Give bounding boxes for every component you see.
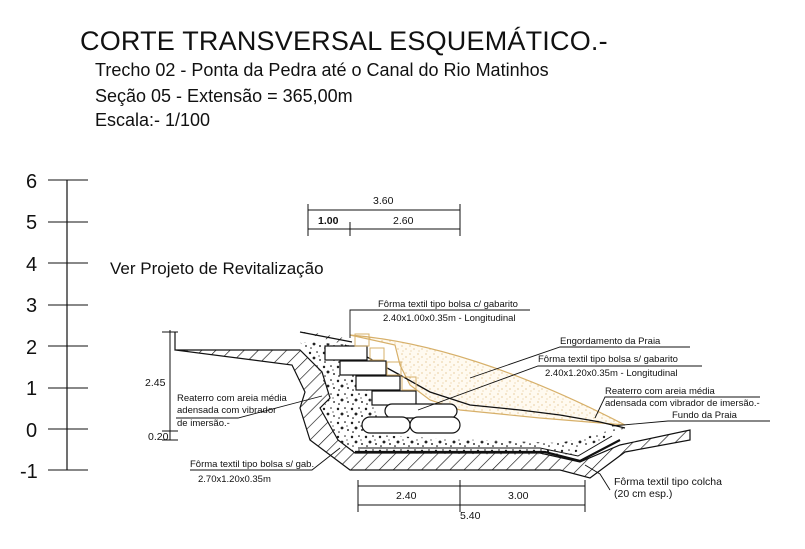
label-reaterro-right: Reaterro com areia média: [605, 386, 715, 397]
dim-bottom-left: 2.40: [396, 490, 417, 502]
scale-tick-label: 0: [26, 420, 38, 442]
dim-total-top: 3.60: [373, 195, 394, 207]
scale-tick-label: 6: [26, 171, 38, 193]
dim-bottom-thickness: 0.20: [148, 431, 169, 443]
top-dimension: [308, 195, 460, 236]
bottom-dimension: [358, 480, 585, 512]
label-bolsa-gabarito-dims: 2.40x1.00x0.35m - Longitudinal: [383, 313, 516, 324]
label-fundo-praia: Fundo da Praia: [672, 410, 737, 421]
scale-tick-label: 1: [26, 378, 38, 400]
label-colcha: Fôrma textil tipo colcha: [614, 476, 722, 488]
note-revitalizacao: Ver Projeto de Revitalização: [110, 259, 324, 278]
page-title: CORTE TRANSVERSAL ESQUEMÁTICO.-: [80, 26, 608, 56]
label-bolsa-sgab-dims: 2.70x1.20x0.35m: [198, 474, 271, 485]
label-reaterro-left-2: adensada com vibrador: [177, 405, 277, 416]
dim-height: 2.45: [145, 377, 166, 389]
label-reaterro-left: Reaterro com areia média: [177, 393, 287, 404]
label-bolsa-sem-gabarito: Fôrma textil tipo bolsa s/ gabarito: [538, 354, 678, 365]
subtitle-escala: Escala:- 1/100: [95, 110, 211, 130]
subtitle-trecho: Trecho 02 - Ponta da Pedra até o Canal do Rio Matinhos: [95, 60, 549, 80]
label-reaterro-left-3: de imersão.-: [177, 418, 230, 429]
scale-tick-label: 3: [26, 295, 38, 317]
scale-tick-label: -1: [20, 461, 38, 483]
vertical-scale: [20, 171, 88, 483]
subtitle-secao: Seção 05 - Extensão = 365,00m: [95, 86, 353, 106]
dim-bottom-right: 3.00: [508, 490, 529, 502]
label-bolsa-gabarito: Fôrma textil tipo bolsa c/ gabarito: [378, 299, 518, 310]
dim-top-left: 1.00: [318, 215, 339, 227]
label-engordamento: Engordamento da Praia: [560, 336, 661, 347]
dim-top-right: 2.60: [393, 215, 414, 227]
label-colcha-thickness: (20 cm esp.): [614, 488, 673, 500]
dim-bottom-total: 5.40: [460, 510, 481, 522]
label-bolsa-sem-gabarito-dims: 2.40x1.20x0.35m - Longitudinal: [545, 368, 678, 379]
label-bolsa-sgab: Fôrma textil tipo bolsa s/ gab.: [190, 459, 315, 470]
scale-tick-label: 5: [26, 212, 38, 234]
scale-tick-label: 4: [26, 254, 38, 276]
label-reaterro-right-2: adensada com vibrador de imersão.-: [605, 398, 760, 409]
scale-tick-label: 2: [26, 337, 38, 359]
